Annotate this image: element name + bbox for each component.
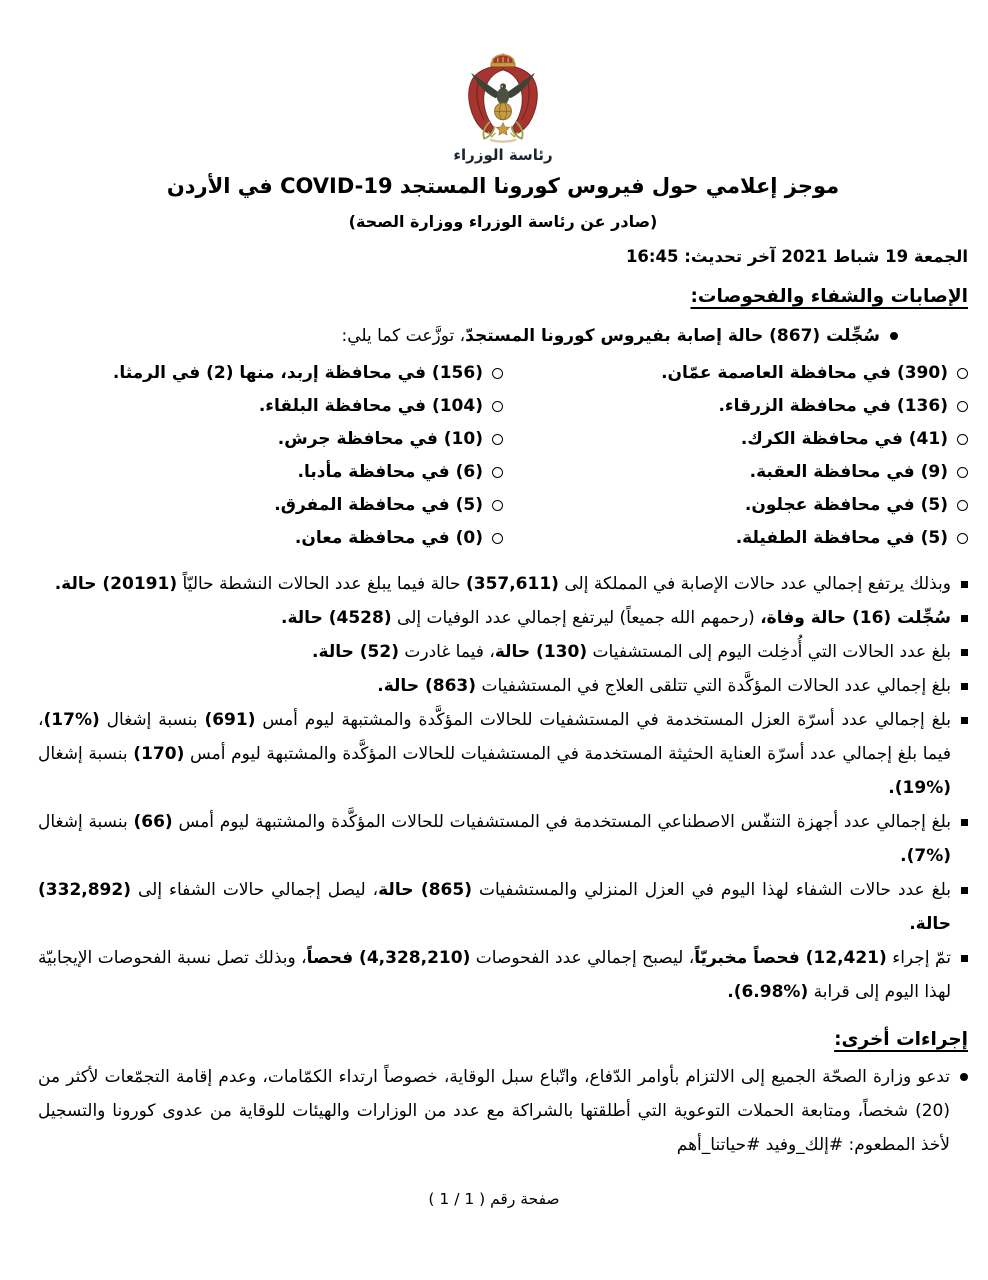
- governorate-text: (5) في محافظة المفرق.: [274, 495, 483, 515]
- circle-bullet-icon: [957, 434, 968, 445]
- stat-bullet-item-text: [38, 805, 951, 873]
- crest-caption: رئاسة الوزراء: [453, 146, 553, 164]
- governorate-text: (390) في محافظة العاصمة عمّان.: [661, 363, 948, 383]
- governorate-item: [503, 522, 968, 555]
- text-segment: (%7).: [900, 846, 951, 866]
- governorate-item: [503, 357, 968, 390]
- stat-bullet-item-text: [38, 567, 951, 601]
- text-segment: (4528) حالة.: [281, 608, 392, 628]
- governorate-item: [38, 522, 503, 555]
- governorate-list: [38, 357, 968, 555]
- text-segment: (%17): [43, 710, 100, 730]
- star-icon: [490, 123, 516, 142]
- circle-bullet-icon: [492, 368, 503, 379]
- text-segment: وبذلك يرتفع إجمالي عدد حالات الإصابة في المملكة إلى: [558, 574, 951, 594]
- text-segment: بلغ إجمالي عدد أجهزة التنفّس الاصطناعي المستخدمة في المستشفيات للحالات المؤكَّدة والمشتبهة ليوم أمس: [172, 812, 952, 832]
- other-measures-list: [38, 1060, 968, 1162]
- text-segment: (20191) حالة.: [54, 574, 178, 594]
- text-segment: (130) حالة: [494, 642, 588, 662]
- governorate-text: (5) في محافظة عجلون.: [744, 495, 948, 515]
- governorate-item: [503, 390, 968, 423]
- stat-bullet-item-text: [38, 601, 951, 635]
- text-segment: حالة فيما يبلغ عدد الحالات النشطة حاليّاً: [177, 574, 466, 594]
- stat-bullet-item-text: [38, 703, 951, 805]
- text-segment: بنسبة إشغال: [38, 744, 134, 764]
- text-segment: ، وبذلك تصل نسبة الفحوصات الإيجابيّة لهذا اليوم إلى قرابة: [38, 948, 951, 1002]
- stat-bullet-item-text: [38, 635, 951, 669]
- governorate-text: (5) في محافظة الطفيلة.: [735, 528, 948, 548]
- circle-bullet-icon: [957, 401, 968, 412]
- text-segment: بلغ عدد الحالات التي أُدخِلت اليوم إلى المستشفيات: [587, 642, 951, 662]
- stat-bullet-item: [38, 669, 968, 703]
- document-content: [0, 52, 988, 1162]
- stats-list: [38, 567, 968, 1009]
- governorate-text: (6) في محافظة مأدبا.: [297, 462, 483, 482]
- square-bullet-icon: [961, 887, 968, 894]
- section-heading-other: إجراءات أخرى:: [834, 1029, 968, 1050]
- square-bullet-icon: [961, 819, 968, 826]
- text-segment: (170): [133, 744, 185, 764]
- circle-bullet-icon: [492, 533, 503, 544]
- dot-bullet-icon: [960, 1073, 968, 1081]
- stat-bullet-item-text: [38, 669, 951, 703]
- stat-bullet-item: [38, 805, 968, 873]
- text-segment: ، ليصبح إجمالي عدد الفحوصات: [470, 948, 695, 968]
- governorate-item: [38, 489, 503, 522]
- governorate-text: (10) في محافظة جرش.: [277, 429, 483, 449]
- other-measure-item: [38, 1060, 968, 1162]
- circle-bullet-icon: [492, 500, 503, 511]
- other-measure-item-text: [38, 1060, 950, 1162]
- text-segment: (691): [204, 710, 256, 730]
- text-segment: تدعو وزارة الصحّة الجميع إلى الالتزام بأوامر الدّفاع، واتّباع سبل الوقاية، خصوصاً ارتداء الكمّامات، وعدم إقامة التجمّعات لأكثر من (20) شخصاً، ومتابعة الحملات التوعوية التي أطلقتها بالشراكة مع عدد من الوزارات والهيئات للوقاية من عدوى كورونا والتسجيل لأخذ المطعوم: #إلك_وفيد #حياتنا_أهم: [38, 1067, 950, 1155]
- governorate-text: (104) في محافظة البلقاء.: [258, 396, 483, 416]
- governorate-item: [503, 489, 968, 522]
- date-line: الجمعة 19 شباط 2021 آخر تحديث: 16:45: [625, 247, 968, 266]
- stat-bullet-item: [38, 635, 968, 669]
- circle-bullet-icon: [957, 368, 968, 379]
- governorate-text: (41) في محافظة الكرك.: [740, 429, 948, 449]
- text-segment: سُجِّلت (867) حالة إصابة بفيروس كورونا المستجدّ: [465, 326, 880, 346]
- text-segment: بنسبة إشغال: [38, 812, 134, 832]
- stat-bullet-item: [38, 601, 968, 635]
- stat-bullet-item: [38, 941, 968, 1009]
- governorate-text: (0) في محافظة معان.: [294, 528, 483, 548]
- dot-bullet-icon: [890, 332, 898, 340]
- governorate-text: (156) في محافظة إربد، منها (2) في الرمثا.: [112, 363, 483, 383]
- text-segment: بنسبة إشغال: [99, 710, 205, 730]
- text-segment: بلغ عدد حالات الشفاء لهذا اليوم في العزل المنزلي والمستشفيات: [472, 880, 951, 900]
- governorate-item: [503, 423, 968, 456]
- square-bullet-icon: [961, 683, 968, 690]
- governorate-item: [38, 456, 503, 489]
- text-segment: (357,611): [465, 574, 559, 594]
- square-bullet-icon: [961, 649, 968, 656]
- governorate-item: [503, 456, 968, 489]
- document-title: موجز إعلامي حول فيروس كورونا المستجد COVID-19 في الأردن: [166, 174, 840, 198]
- circle-bullet-icon: [492, 467, 503, 478]
- stat-bullet-item: [38, 567, 968, 601]
- text-segment: بلغ إجمالي عدد الحالات المؤكَّدة التي تتلقى العلاج في المستشفيات: [476, 676, 951, 696]
- cases-intro-text: [38, 319, 880, 353]
- cases-intro-bullet: [38, 319, 968, 353]
- text-segment: (863) حالة.: [377, 676, 477, 696]
- stat-bullet-item: [38, 703, 968, 805]
- text-segment: تمّ إجراء: [886, 948, 952, 968]
- stat-bullet-item-text: [38, 941, 951, 1009]
- text-segment: ، توزَّعت كما يلي:: [341, 326, 466, 346]
- circle-bullet-icon: [957, 500, 968, 511]
- coat-of-arms-graphic: [437, 52, 569, 148]
- text-segment: (%6.98).: [727, 982, 809, 1002]
- text-segment: بلغ إجمالي عدد أسرّة العزل المستخدمة في المستشفيات للحالات المؤكَّدة والمشتبهة ليوم أمس: [255, 710, 951, 730]
- circle-bullet-icon: [957, 533, 968, 544]
- page-number: صفحة رقم ( 1 / 1 ): [428, 1190, 560, 1208]
- text-segment: (52) حالة.: [312, 642, 399, 662]
- text-segment: (865) حالة: [378, 880, 472, 900]
- square-bullet-icon: [961, 717, 968, 724]
- text-segment: (رحمهم الله جميعاً) ليرتفع إجمالي عدد الوفيات إلى: [391, 608, 761, 628]
- square-bullet-icon: [961, 581, 968, 588]
- governorate-item: [38, 423, 503, 456]
- stat-bullet-item: [38, 873, 968, 941]
- governorate-item: [38, 357, 503, 390]
- circle-bullet-icon: [957, 467, 968, 478]
- governorate-text: (9) في محافظة العقبة.: [749, 462, 948, 482]
- section-heading-cases: الإصابات والشفاء والفحوصات:: [690, 286, 968, 307]
- text-segment: ، فيما بلغ إجمالي عدد أسرّة العناية الحثيثة المستخدمة في المستشفيات للحالات المؤكَّدة والمشتبهة ليوم أمس: [38, 710, 951, 764]
- text-segment: سُجِّلت (16) حالة وفاة،: [760, 608, 951, 628]
- governorate-text: (136) في محافظة الزرقاء.: [718, 396, 948, 416]
- text-segment: (%19).: [888, 778, 951, 798]
- jordan-coat-of-arms: [428, 52, 578, 164]
- globe-icon: [495, 103, 512, 120]
- square-bullet-icon: [961, 615, 968, 622]
- text-segment: (332,892) حالة.: [38, 880, 951, 934]
- governorate-item: [38, 390, 503, 423]
- text-segment: (66): [133, 812, 173, 832]
- text-segment: ، فيما غادرت: [398, 642, 495, 662]
- text-segment: (12,421) فحصاً مخبريّاً: [694, 948, 887, 968]
- stat-bullet-item-text: [38, 873, 951, 941]
- text-segment: ، ليصل إجمالي حالات الشفاء إلى: [131, 880, 379, 900]
- crown-icon: [491, 53, 515, 66]
- circle-bullet-icon: [492, 401, 503, 412]
- document-subtitle: (صادر عن رئاسة الوزراء ووزارة الصحة): [348, 212, 658, 231]
- text-segment: (4,328,210) فحصاً: [306, 948, 471, 968]
- square-bullet-icon: [961, 955, 968, 962]
- circle-bullet-icon: [492, 434, 503, 445]
